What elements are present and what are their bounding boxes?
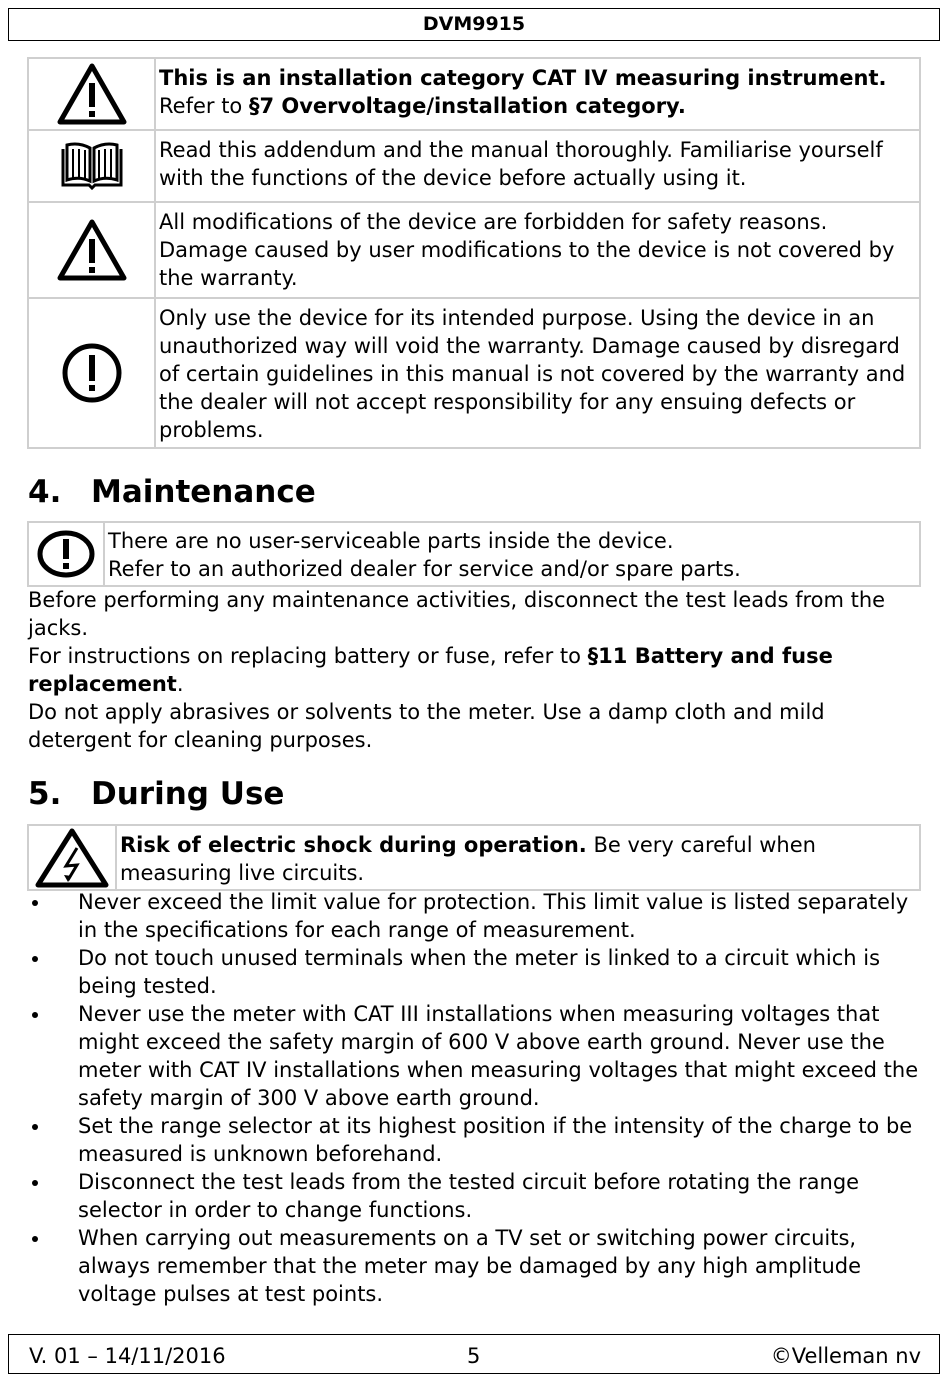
electric-shock-warning-icon: [35, 828, 109, 888]
warning-triangle-icon: [57, 219, 127, 281]
safety-bullet-list: [28, 888, 928, 1308]
page-header: [8, 8, 940, 41]
notice-text: Only use the device for its intended purpose. Using the device in an unauthorized way will void the warranty. Damage caused by disregard of certain guidelines in this manual is not covered by the warranty and the dealer will not accept responsibility for any ensuing defects or problems.: [155, 298, 920, 448]
safety-notices-table: [27, 57, 921, 449]
notice-row: [28, 298, 920, 448]
bullet-icon: [32, 900, 38, 906]
maintenance-paragraph: Before performing any maintenance activities, disconnect the test leads from the jacks.: [28, 588, 886, 640]
page-number: 5: [467, 1344, 481, 1368]
exclamation-circle-icon: [61, 342, 123, 404]
section-heading-maintenance: 4. Maintenance: [28, 474, 316, 510]
list-item: Disconnect the test leads from the tested circuit before rotating the range selector in order to change functions.: [28, 1168, 928, 1224]
page-footer: [8, 1334, 940, 1374]
cross-reference: §11 Battery and fuse replacement: [28, 644, 833, 696]
manual-book-icon: [59, 141, 125, 191]
shock-warning-notice: [27, 824, 921, 891]
maintenance-paragraph: For instructions on replacing battery or fuse, refer to §11 Battery and fuse replacement.: [28, 644, 833, 696]
bullet-icon: [32, 1236, 38, 1242]
list-item: When carrying out measurements on a TV set or switching power circuits, always remember that the meter may be damaged by any high amplitude voltage pulses at test points.: [28, 1224, 928, 1308]
notice-text: Read this addendum and the manual thoroughly. Familiarise yourself with the functions of the device before actually using it.: [155, 130, 920, 202]
notice-row: [28, 130, 920, 202]
maintenance-notice: [27, 521, 921, 587]
bullet-icon: [32, 1180, 38, 1186]
notice-text: There are no user-serviceable parts inside the device. Refer to an authorized dealer for service and/or spare parts.: [104, 522, 920, 586]
notice-text: This is an installation category CAT IV measuring instrument. Refer to §7 Overvoltage/installation category.: [155, 58, 920, 130]
bullet-icon: [32, 1012, 38, 1018]
bullet-icon: [32, 956, 38, 962]
maintenance-paragraph: Do not apply abrasives or solvents to the meter. Use a damp cloth and mild detergent for cleaning purposes.: [28, 700, 825, 752]
list-item: Do not touch unused terminals when the meter is linked to a circuit which is being tested.: [28, 944, 928, 1000]
exclamation-circle-icon: [36, 529, 96, 579]
warning-triangle-icon: [57, 63, 127, 125]
document-title: DVM9915: [422, 13, 526, 35]
bullet-icon: [32, 1124, 38, 1130]
section-heading-during-use: 5. During Use: [28, 776, 285, 812]
notice-row: [28, 58, 920, 130]
version-date: V. 01 – 14/11/2016: [29, 1344, 226, 1368]
notice-text: All modifications of the device are forbidden for safety reasons. Damage caused by user modifications to the device is not covered by the warranty.: [155, 202, 920, 298]
list-item: Set the range selector at its highest position if the intensity of the charge to be measured is unknown beforehand.: [28, 1112, 928, 1168]
copyright: ©Velleman nv: [770, 1344, 921, 1368]
list-item: Never use the meter with CAT III installations when measuring voltages that might exceed the safety margin of 600 V above earth ground. Never use the meter with CAT IV installations when measuring voltages that might exceed the safety margin of 300 V above earth ground.: [28, 1000, 928, 1112]
notice-text: Risk of electric shock during operation. Be very careful when measuring live circuits.: [116, 825, 920, 890]
list-item: Never exceed the limit value for protection. This limit value is listed separately in the specifications for each range of measurement.: [28, 888, 928, 944]
notice-row: [28, 202, 920, 298]
